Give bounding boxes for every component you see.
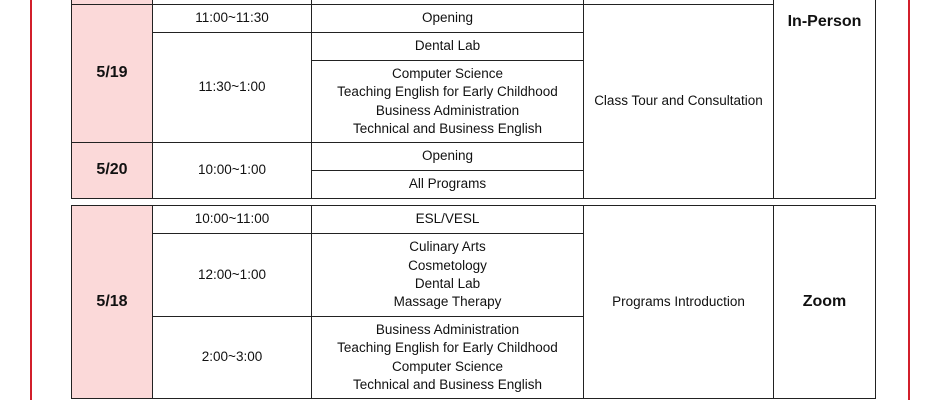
right-border-line xyxy=(908,0,910,400)
program-name: Technical and Business English xyxy=(352,120,543,136)
time-cell: 12:00~1:00 xyxy=(153,234,312,317)
time-cell: 2:00~3:00 xyxy=(153,317,312,399)
time-cell: 11:00~11:30 xyxy=(153,5,312,33)
program-name: Teaching English for Early Childhood xyxy=(337,340,558,356)
program-name: Business Administration xyxy=(375,321,520,337)
program-name: Culinary Arts xyxy=(409,239,486,255)
program-name: Technical and Business English xyxy=(352,376,543,392)
mode-cell-zoom: Zoom xyxy=(774,206,876,399)
program-cell: All Programs xyxy=(312,171,584,199)
program-cell: ESL/VESL xyxy=(312,206,584,234)
time-cell: 10:00~11:00 xyxy=(153,206,312,234)
program-cell: Opening xyxy=(312,143,584,171)
type-cell-class-tour: Class Tour and Consultation xyxy=(584,5,774,199)
left-border-line xyxy=(30,0,32,400)
time-cell: 11:30~1:00 xyxy=(153,33,312,143)
table-row xyxy=(72,5,876,33)
date-cell-5-18: 5/18 xyxy=(72,206,153,399)
program-name: Teaching English for Early Childhood xyxy=(337,84,558,100)
program-list-cell xyxy=(312,234,584,317)
zoom-schedule-table xyxy=(71,205,876,399)
program-cell: Dental Lab xyxy=(312,33,584,61)
program-name: Computer Science xyxy=(391,358,504,374)
in-person-schedule-table xyxy=(71,0,876,199)
program-name: Dental Lab xyxy=(414,276,481,291)
program-name: Cosmetology xyxy=(408,257,487,273)
program-name: Business Administration xyxy=(375,102,520,118)
time-cell: 10:00~1:00 xyxy=(153,143,312,199)
table-row xyxy=(72,206,876,234)
mode-cell-in-person: In-Person xyxy=(774,0,876,199)
date-cell-5-20: 5/20 xyxy=(72,143,153,199)
date-cell-5-19: 5/19 xyxy=(72,5,153,143)
program-cell: Opening xyxy=(312,5,584,33)
type-cell-programs-intro: Programs Introduction xyxy=(584,206,774,399)
program-name: Computer Science xyxy=(391,65,504,81)
program-name: Massage Therapy xyxy=(393,294,502,310)
program-list-cell xyxy=(312,317,584,399)
program-list-cell xyxy=(312,61,584,143)
